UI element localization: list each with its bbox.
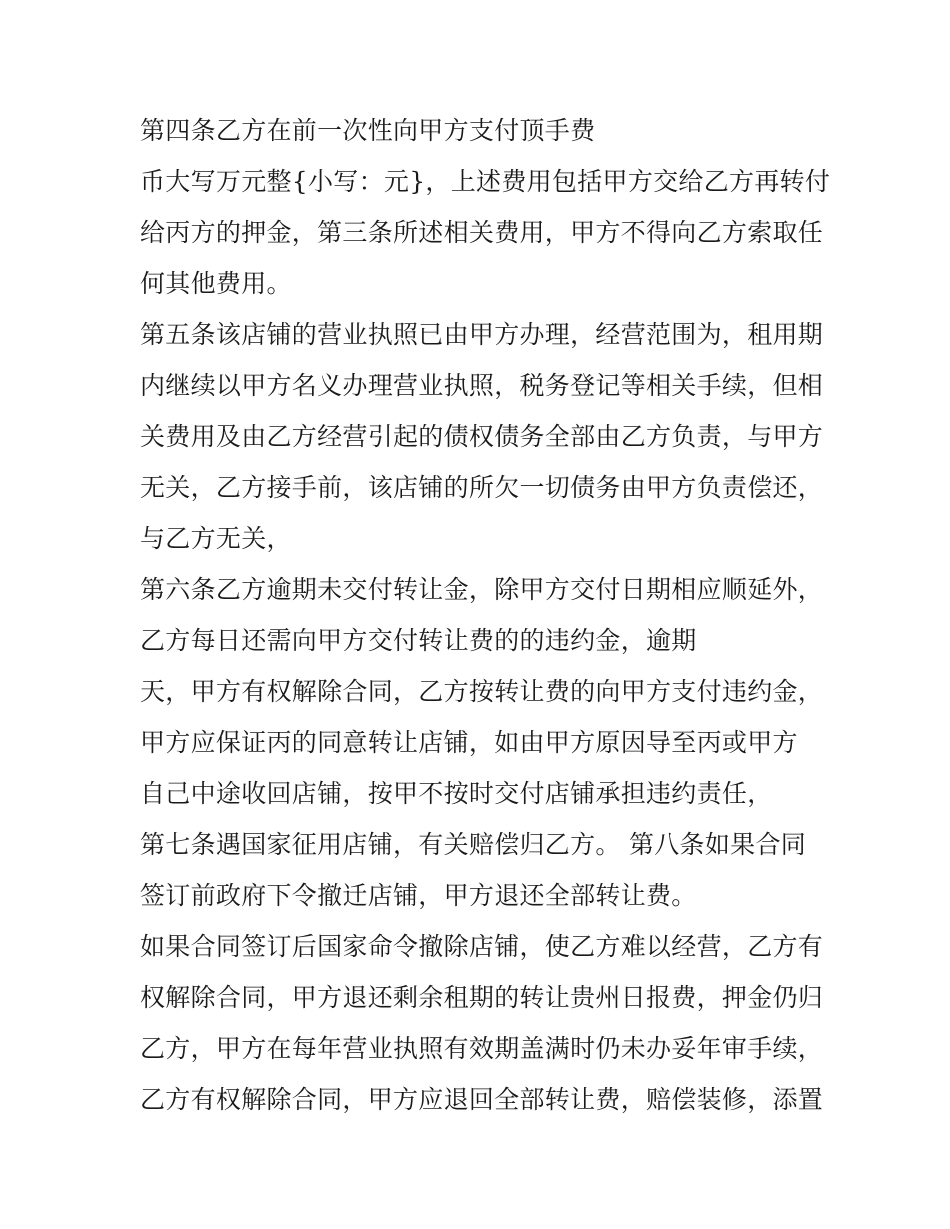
text-line: 第七条遇国家征用店铺，有关赔偿归乙方。 第八条如果合同 [140,830,807,859]
text-line: 乙方每日还需向甲方交付转让费的的违约金，逾期 [140,626,697,655]
text-line: 天，甲方有权解除合同，乙方按转让费的向甲方支付违约金， [140,677,824,706]
text-line: 自己中途收回店铺，按甲不按时交付店铺承担违约责任， [140,779,773,808]
text-line: 无关，乙方接手前，该店铺的所欠一切债务由甲方负责偿还， [140,473,824,502]
text-line: 第五条该店铺的营业执照已由甲方办理，经营范围为，租用期 [140,320,824,349]
text-line: 与乙方无关， [140,524,292,553]
text-line: 第六条乙方逾期未交付转让金，除甲方交付日期相应顺延外， [140,575,824,604]
text-line: 关费用及由乙方经营引起的债权债务全部由乙方负责，与甲方 [140,422,824,451]
text-line: 何其他费用。 [140,269,292,298]
text-line: 给丙方的押金，第三条所述相关费用，甲方不得向乙方索取任 [140,218,824,247]
text-line: 甲方应保证丙的同意转让店铺，如由甲方原因导至丙或甲方 [140,728,798,757]
text-line: 乙方，甲方在每年营业执照有效期盖满时仍未办妥年审手续， [140,1034,824,1063]
text-line: 权解除合同，甲方退还剩余租期的转让贵州日报费，押金仍归 [140,983,824,1012]
text-line: 乙方有权解除合同，甲方应退回全部转让费，赔偿装修，添置 [140,1085,824,1114]
text-line: 如果合同签订后国家命令撤除店铺，使乙方难以经营，乙方有 [140,932,824,961]
text-line: 内继续以甲方名义办理营业执照，税务登记等相关手续，但相 [140,371,824,400]
text-line: 第四条乙方在前一次性向甲方支付顶手费 [140,116,596,145]
text-line: 签订前政府下令撤迁店铺，甲方退还全部转让费。 [140,881,697,910]
text-line: 币大写万元整{小写：元}，上述费用包括甲方交给乙方再转付 [140,167,831,196]
contract-text [140,105,831,1125]
